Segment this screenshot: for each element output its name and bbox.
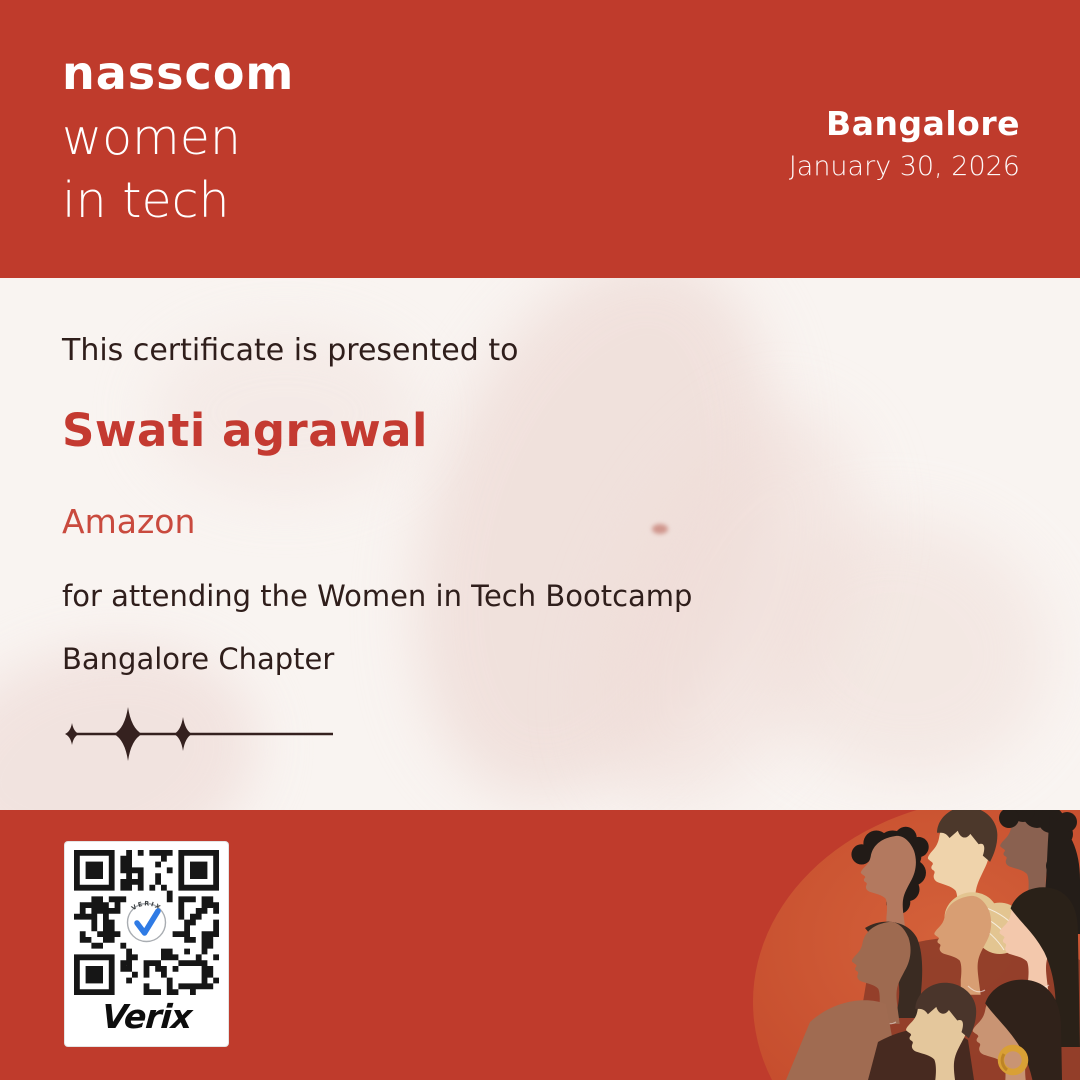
program-line-1: women xyxy=(62,109,241,166)
qr-panel xyxy=(65,842,228,1046)
certificate-body xyxy=(0,278,1080,810)
intro-text: This certificate is presented to xyxy=(62,333,519,368)
footer-band xyxy=(0,810,1080,1080)
organization-name: Amazon xyxy=(62,502,196,541)
program-line-2: in tech xyxy=(62,172,230,229)
event-date: January 30, 2026 xyxy=(788,151,1020,182)
recipient-name: Swati agrawal xyxy=(62,404,428,457)
seal-arc-text: VERIX xyxy=(130,900,163,913)
qr-code xyxy=(74,850,219,995)
verix-check-icon xyxy=(121,897,173,949)
verix-wordmark: Verix xyxy=(100,997,193,1036)
header-band xyxy=(0,0,1080,278)
chapter-text: Bangalore Chapter xyxy=(62,642,335,676)
program-title xyxy=(62,106,241,232)
event-info xyxy=(789,104,1020,182)
reason-text: for attending the Women in Tech Bootcamp xyxy=(62,579,693,613)
event-city: Bangalore xyxy=(826,104,1020,143)
nasscom-logo: nasscom xyxy=(62,46,295,100)
women-illustration xyxy=(750,810,1080,1080)
sparkle-divider-icon xyxy=(58,706,338,762)
